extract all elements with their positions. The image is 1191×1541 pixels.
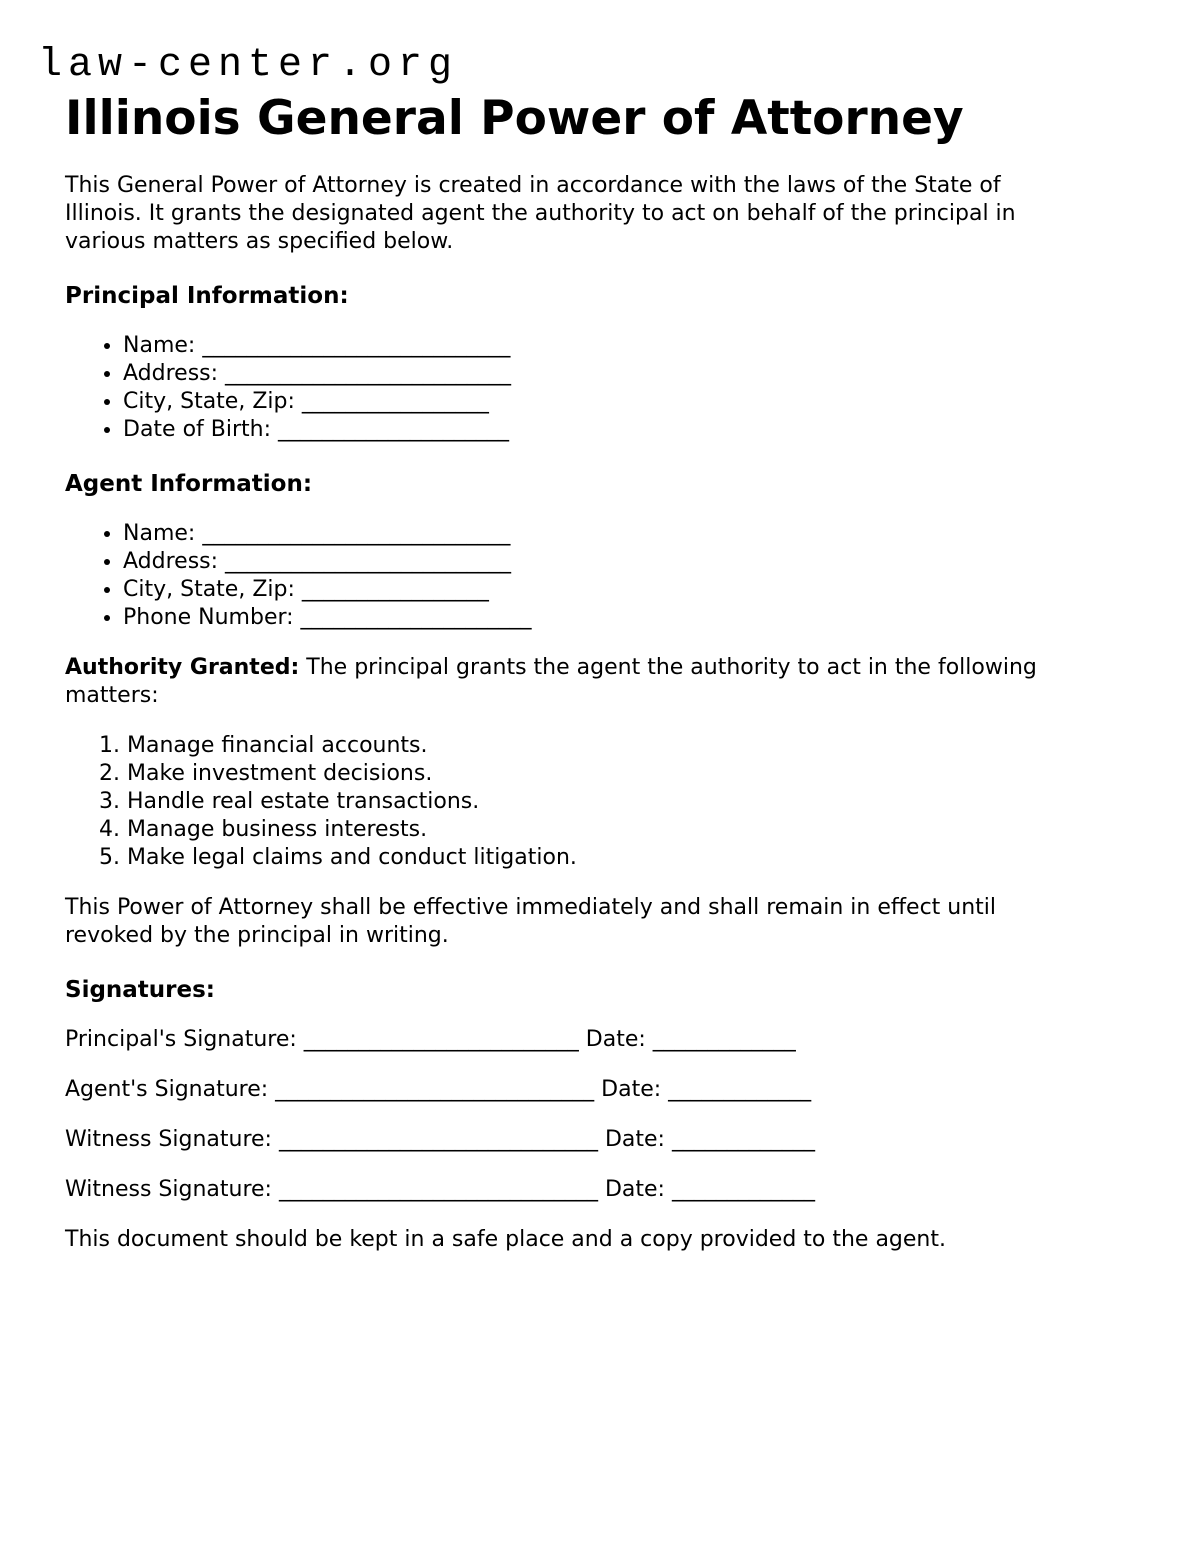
agent-name-item <box>123 520 1065 548</box>
agent-city-state-zip-item <box>123 576 1065 604</box>
principal-section-heading: Principal Information: <box>65 283 349 310</box>
authority-item-1: 1. Manage financial accounts. <box>127 732 1065 760</box>
footer-note: This document should be kept in a safe place and a copy provided to the agent. <box>65 1227 946 1253</box>
page-title: Illinois General Power of Attorney <box>65 91 964 146</box>
principal-city-state-zip-item <box>123 388 1065 416</box>
principal-city-state-zip-line: _________________ <box>301 389 489 415</box>
authority-item-3: 3. Handle real estate transactions. <box>127 788 1065 816</box>
witness-signature-2-label: Witness Signature: <box>65 1177 272 1203</box>
agent-signature-row <box>65 1076 1065 1104</box>
principal-address-item <box>123 360 1065 388</box>
agent-address-item <box>123 548 1065 576</box>
witness-signature-1-label: Witness Signature: <box>65 1127 272 1153</box>
site-name: law-center.org <box>38 43 459 88</box>
agent-address-line: __________________________ <box>225 549 512 575</box>
principal-address-label: Address: <box>123 361 219 387</box>
agent-address-label: Address: <box>123 549 219 575</box>
principal-date-of-birth-line: _____________________ <box>278 417 510 443</box>
principal-signature-date-label: Date: <box>585 1027 646 1053</box>
agent-phone-number-label: Phone Number: <box>123 605 294 631</box>
agent-signature-line: _____________________________ <box>275 1077 595 1103</box>
authority-item-5: 5. Make legal claims and conduct litigation. <box>127 844 1065 872</box>
principal-address-line: __________________________ <box>225 361 512 387</box>
authority-lead: Authority Granted: <box>65 655 300 681</box>
principal-signature-label: Principal's Signature: <box>65 1027 297 1053</box>
agent-signature-date-label: Date: <box>601 1077 662 1103</box>
agent-city-state-zip-line: _________________ <box>301 577 489 603</box>
agent-city-state-zip-label: City, State, Zip: <box>123 577 295 603</box>
witness-signature-row-2 <box>65 1176 1065 1204</box>
authority-item-4: 4. Manage business interests. <box>127 816 1065 844</box>
principal-date-of-birth-item <box>123 416 1065 444</box>
principal-name-label: Name: <box>123 333 196 359</box>
witness-signature-2-date-label: Date: <box>604 1177 665 1203</box>
principal-signature-line: _________________________ <box>303 1027 579 1053</box>
witness-signature-2-line: _____________________________ <box>278 1177 598 1203</box>
agent-signature-label: Agent's Signature: <box>65 1077 269 1103</box>
principal-signature-row <box>65 1026 1065 1054</box>
principal-date-of-birth-label: Date of Birth: <box>123 417 272 443</box>
principal-city-state-zip-label: City, State, Zip: <box>123 389 295 415</box>
agent-phone-number-line: _____________________ <box>300 605 532 631</box>
witness-signature-row-1 <box>65 1126 1065 1154</box>
agent-name-line: ____________________________ <box>202 521 511 547</box>
intro-paragraph: This General Power of Attorney is created in accordance with the laws of the State of Illinois. It grants the designated agent the authority to act on behalf of the principal in various matters as specified below. <box>65 173 1016 255</box>
agent-name-label: Name: <box>123 521 196 547</box>
agent-phone-number-item <box>123 604 1065 632</box>
witness-signature-1-date-label: Date: <box>604 1127 665 1153</box>
effective-clause: This Power of Attorney shall be effective immediately and shall remain in effect until revoked by the principal in writing. <box>65 895 997 949</box>
principal-name-line: ____________________________ <box>202 333 511 359</box>
authority-paragraph <box>65 654 1065 710</box>
authority-item-2: 2. Make investment decisions. <box>127 760 1065 788</box>
principal-fields-list <box>65 332 1065 444</box>
agent-fields-list <box>65 520 1065 632</box>
witness-signature-2-date-line: _____________ <box>671 1177 815 1203</box>
agent-signature-date-line: _____________ <box>668 1077 812 1103</box>
witness-signature-1-line: _____________________________ <box>278 1127 598 1153</box>
authority-list <box>65 732 1065 872</box>
witness-signature-1-date-line: _____________ <box>671 1127 815 1153</box>
authority-text: The principal grants the agent the authority to act in the following matters: <box>65 655 1037 709</box>
principal-signature-date-line: _____________ <box>652 1027 796 1053</box>
principal-name-item <box>123 332 1065 360</box>
agent-section-heading: Agent Information: <box>65 471 313 498</box>
signatures-heading: Signatures: <box>65 977 216 1004</box>
